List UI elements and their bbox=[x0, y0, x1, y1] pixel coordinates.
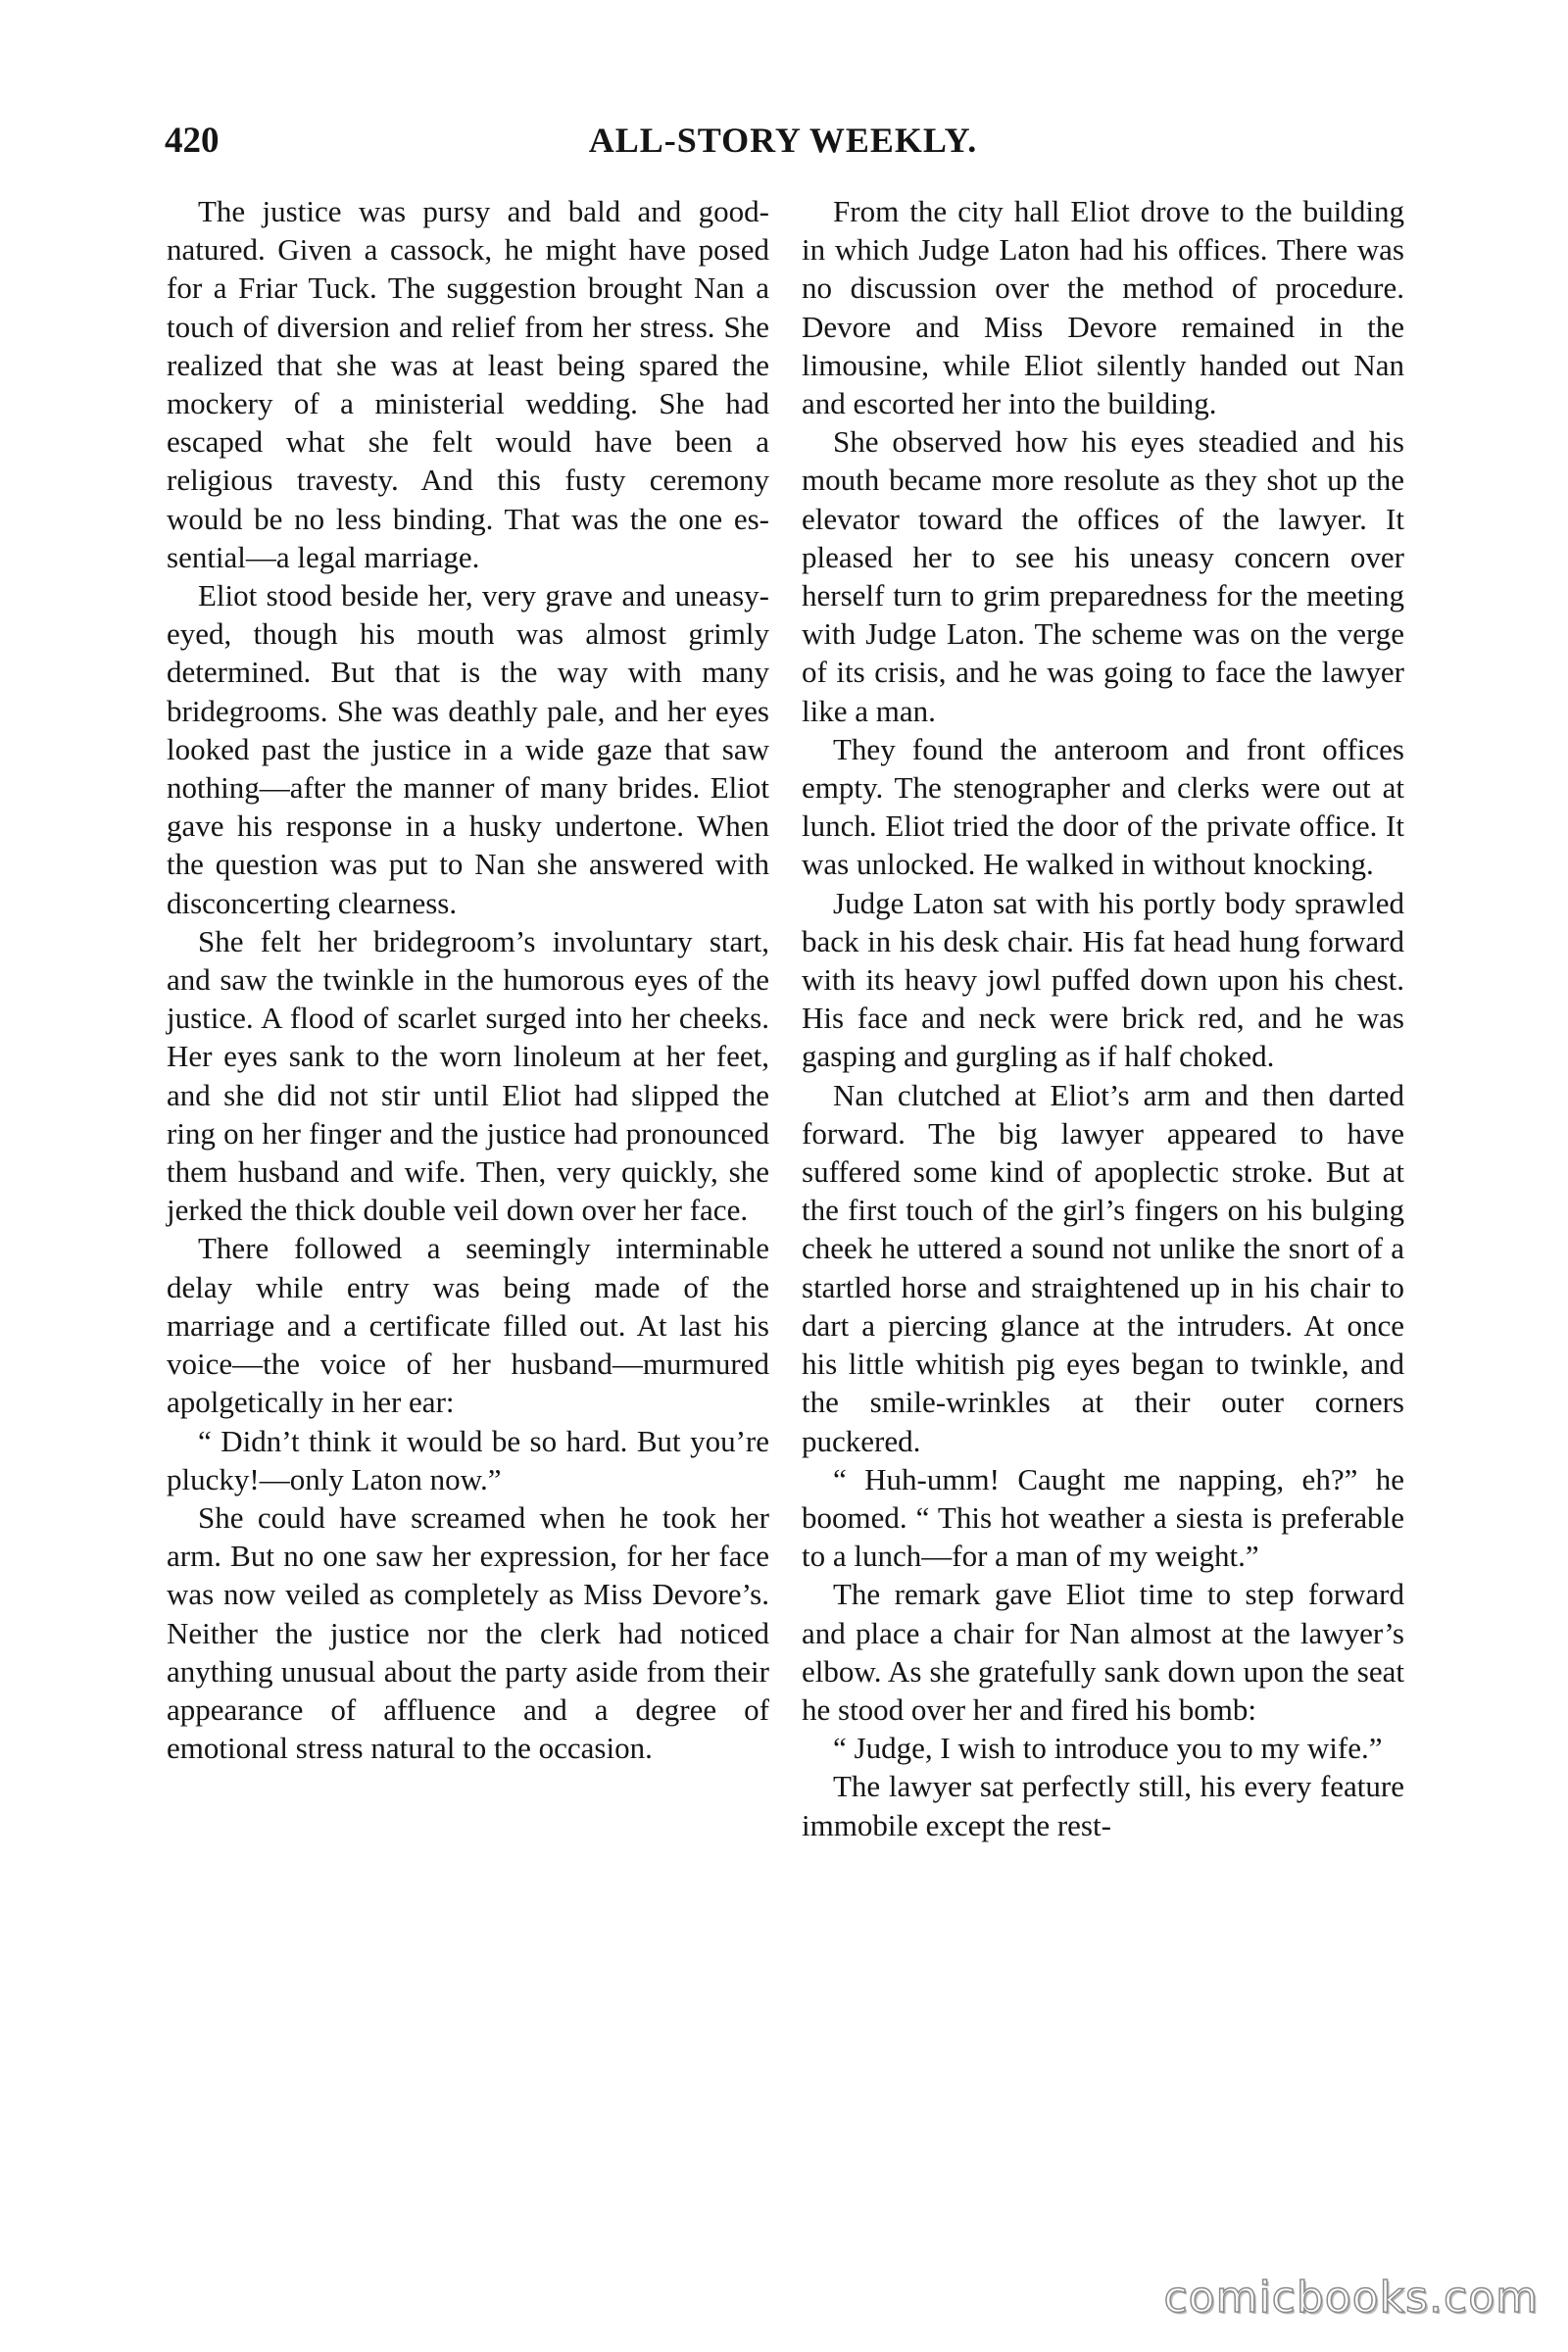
paragraph: Nan clutched at Eliot’s arm and then darted forward. The big lawyer appeared to have suffered some kind of apoplectic stroke. But at the first touch of the girl’s fingers on his bulging cheek he uttered a sound not unlike the snort of a startled horse and straightened up in his chair to dart a piercing glance at the intruders. At once his little whitish pig eyes began to twinkle, and the smile-wrinkles at their outer corners puckered. bbox=[802, 1077, 1404, 1458]
watermark: comicbooks.com bbox=[1163, 2273, 1539, 2323]
paragraph: Judge Laton sat with his portly body sprawled back in his desk chair. His fat head hung forward with its heavy jowl puffed down upon his chest. His face and neck were brick red, and he was gasping and gurgling as if half choked. bbox=[802, 885, 1404, 1074]
paragraph: There followed a seemingly interminable delay while entry was being made of the marriage and a certificate filled out. At last his voice—the voice of her husband—murmured apolgetically in her ear: bbox=[167, 1231, 769, 1420]
paragraph: Eliot stood beside her, very grave and uneasy-eyed, though his mouth was almost grimly determined. But that is the way with many bridegrooms. She was deathly pale, and her eyes looked past the justice in a wide gaze that saw nothing—after the manner of many brides. Eliot gave his response in a husky undertone. When the question was put to Nan she answered with disconcerting clearness. bbox=[167, 578, 769, 920]
paragraph: “ Huh-umm! Caught me napping, eh?” he boomed. “ This hot weather a siesta is preferable to a lunch—for a man of my weight.” bbox=[802, 1461, 1404, 1574]
paragraph: They found the anteroom and front offices empty. The stenographer and clerks were out at lunch. Eliot tried the door of the private office. It was unlocked. He walked in without knocking. bbox=[802, 731, 1404, 882]
paragraph: “ Judge, I wish to introduce you to my wife.” bbox=[833, 1731, 1383, 1766]
page-number: 420 bbox=[165, 121, 220, 161]
paragraph: “ Didn’t think it would be so hard. But you’re plucky!—only Laton now.” bbox=[167, 1423, 769, 1496]
paragraph: She observed how his eyes steadied and his mouth became more resolute as they shot up the elevator toward the offices of the lawyer. It pleased her to see his uneasy concern over herself turn to grim preparedness for the meeting with Judge Laton. The scheme was on the verge of its crisis, and he was going to face the lawyer like a man. bbox=[802, 424, 1404, 728]
paragraph: She could have screamed when he took her arm. But no one saw her expression, for her face was now veiled as completely as Miss Devore’s. Neither the justice nor the clerk had noticed anything unusual about the party aside from their appearance of affluence and a degree of emotional stress natural to the occasion. bbox=[167, 1499, 769, 1766]
page-header bbox=[165, 120, 1401, 169]
paragraph: She felt her bridegroom’s involuntary start, and saw the twinkle in the humorous eyes of the justice. A flood of scarlet surged into her cheeks. Her eyes sank to the worn linoleum at her feet, and she did not stir until Eliot had slipped the ring on her finger and the justice had pronounced them husband and wife. Then, very quickly, she jerked the thick double veil down over her face. bbox=[167, 923, 769, 1228]
left-column bbox=[167, 192, 769, 1767]
paragraph: The remark gave Eliot time to step forward and place a chair for Nan almost at the lawyer’s elbow. As she gratefully sank down upon the seat he stood over her and fired his bomb: bbox=[802, 1577, 1404, 1727]
paragraph: The lawyer sat perfectly still, his every feature immobile except the rest- bbox=[802, 1769, 1404, 1842]
right-column bbox=[802, 192, 1404, 1844]
running-head: ALL-STORY WEEKLY. bbox=[588, 121, 978, 160]
paragraph: From the city hall Eliot drove to the building in which Judge Laton had his offices. There was no discussion over the method of procedure. Devore and Miss Devore remained in the limousine, while Eliot silently handed out Nan and escorted her into the building. bbox=[802, 194, 1404, 421]
paragraph: The justice was pursy and bald and good-natured. Given a cassock, he might have posed for a Friar Tuck. The suggestion brought Nan a touch of diversion and relief from her stress. She realized that she was at least being spared the mockery of a ministerial wedding. She had escaped what she felt would have been a religious travesty. And this fusty ceremony would be no less binding. That was the one essential—a legal marriage. bbox=[167, 194, 769, 574]
